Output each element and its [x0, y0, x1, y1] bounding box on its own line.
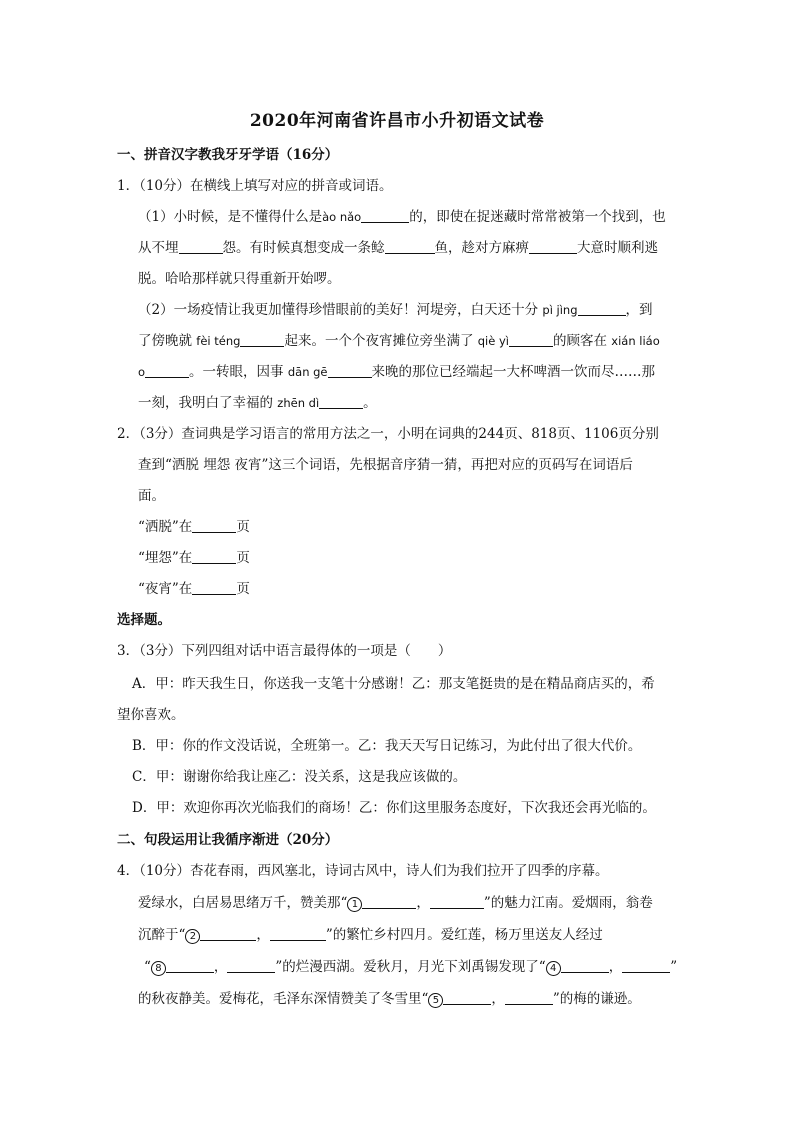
text: ”的烂漫西湖。爱秋月，月光下刘禹锡发现了“: [275, 959, 546, 975]
answer-blank[interactable]: [505, 990, 553, 1005]
q2-item-mai-yuan: [138, 548, 250, 568]
text: 起来。一个个夜宵摊位旁坐满了: [284, 333, 474, 349]
page-title: 2020年河南省许昌市小升初语文试卷: [249, 111, 545, 131]
q2-item-sa-tuo: [138, 517, 250, 537]
q1-stem: 1．（10分）在横线上填写对应的拼音或词语。: [117, 178, 393, 194]
answer-blank[interactable]: [385, 239, 435, 254]
text: 爱绿水，白居易思绪万千，赞美那“: [138, 895, 348, 911]
q4-line4: [138, 989, 641, 1009]
q3-stem: 3．（3分）下列四组对话中语言最得体的一项是（ ）: [117, 643, 452, 659]
text: 页: [236, 550, 250, 566]
answer-blank[interactable]: [179, 239, 223, 254]
pinyin-prompt: xián liáo: [611, 334, 660, 348]
text: 。: [363, 395, 377, 411]
q4-line2: [138, 925, 603, 945]
q2-item-ye-xiao: [138, 579, 250, 599]
q1-p2-line2: [138, 331, 660, 351]
text: 怨。有时候真想变成一条鲶: [222, 240, 385, 256]
text: ”的繁忙乡村四月。爱红莲，杨万里送友人经过: [325, 927, 603, 943]
blank-number-circle: 2: [185, 929, 200, 944]
text: ”: [670, 959, 678, 975]
text: 。一转眼，因事: [189, 364, 284, 380]
answer-blank[interactable]: [200, 926, 256, 941]
text: “埋怨”在: [138, 550, 193, 566]
answer-blank[interactable]: [578, 301, 626, 316]
answer-blank[interactable]: [430, 894, 484, 909]
text: “洒脱”在: [138, 519, 193, 535]
answer-blank[interactable]: [192, 580, 236, 595]
section-1-heading: 一、拼音汉字教我牙牙学语（16分）: [117, 147, 339, 163]
answer-blank[interactable]: [328, 363, 372, 378]
text: 的顾客在: [552, 333, 607, 349]
text: “夜宵”在: [138, 581, 193, 597]
text: 来晚的那位已经端起一大杯啤酒一饮而尽……那: [371, 364, 656, 380]
q1-p2-line4: [138, 393, 377, 413]
text: 鱼，趁对方麻痹: [434, 240, 529, 256]
section-2-heading: 二、句段运用让我循序渐进（20分）: [117, 832, 339, 848]
blank-number-circle: 1: [347, 897, 362, 912]
q3-option-a[interactable]: A．甲：昨天我生日，你送我一支笔十分感谢！乙：那支笔挺贵的是在精品商店买的，希: [132, 676, 655, 692]
q1-p2-line3: [138, 362, 655, 382]
answer-blank[interactable]: [561, 958, 609, 973]
q1-p2-line1: [138, 300, 653, 320]
answer-blank[interactable]: [270, 926, 326, 941]
pinyin-prompt: pì jìng: [542, 303, 578, 317]
pinyin-prompt: dān gē: [287, 365, 328, 379]
answer-blank[interactable]: [145, 363, 189, 378]
text: ，: [416, 895, 430, 911]
answer-blank[interactable]: [166, 958, 214, 973]
answer-blank[interactable]: [361, 208, 409, 223]
answer-blank[interactable]: [362, 894, 416, 909]
q4-line1: [138, 893, 653, 913]
text: 的，即使在捉迷藏时常常被第一个找到，也: [409, 209, 666, 225]
text: 从不埋: [138, 240, 179, 256]
answer-blank[interactable]: [192, 549, 236, 564]
pinyin-prompt: ào nǎo: [322, 210, 362, 224]
blank-number-circle: 4: [546, 961, 561, 976]
text: 的秋夜静美。爱梅花，毛泽东深情赞美了冬雪里“: [138, 991, 429, 1007]
q1-p1-line3: 脱。哈哈那样就只得重新开始啰。: [138, 271, 341, 287]
q4-stem: 4．（10分）杏花春雨，西风塞北，诗词古风中，诗人们为我们拉开了四季的序幕。: [117, 863, 609, 879]
text: 沉醉于“: [138, 927, 186, 943]
text: ，: [491, 991, 505, 1007]
blank-number-circle: 8: [151, 961, 166, 976]
q2-line2: 查到“洒脱 埋怨 夜宵”这三个词语，先根据音序猜一猜，再把对应的页码写在词语后: [138, 457, 633, 473]
text: ，: [608, 959, 623, 975]
text: （1）小时候，是不懂得什么是: [138, 209, 323, 225]
text: ”的魅力江南。爱烟雨，翁卷: [483, 895, 653, 911]
text: ，到: [625, 302, 653, 318]
pinyin-prompt: qiè yì: [477, 334, 509, 348]
q1-p1-line2: [138, 238, 658, 258]
q3-option-b[interactable]: B．甲：你的作文没话说，全班第一。乙：我天天写日记练习，为此付出了很大代价。: [132, 738, 642, 754]
answer-blank[interactable]: [622, 958, 670, 973]
text: 大意时顺利逃: [577, 240, 658, 256]
pinyin-prompt: o: [138, 365, 146, 379]
q1-p1-line1: [138, 207, 666, 227]
answer-blank[interactable]: [240, 332, 284, 347]
pinyin-prompt: zhēn dì: [277, 396, 320, 410]
text: 了傍晚就: [138, 333, 192, 349]
pinyin-prompt: fèi téng: [196, 334, 241, 348]
q4-line3: [144, 957, 677, 977]
answer-blank[interactable]: [192, 518, 236, 533]
text: “: [144, 959, 151, 975]
answer-blank[interactable]: [529, 239, 577, 254]
text: ，: [213, 959, 228, 975]
text: （2）一场疫情让我更加懂得珍惜眼前的美好！河堤旁，白天还十分: [138, 302, 539, 318]
q3-option-c[interactable]: C．甲：谢谢你给我让座乙：没关系，这是我应该做的。: [132, 769, 467, 785]
choice-heading: 选择题。: [117, 612, 171, 628]
text: ，: [256, 927, 270, 943]
answer-blank[interactable]: [227, 958, 275, 973]
q2-line1: 2．（3分）查词典是学习语言的常用方法之一，小明在词典的244页、818页、1106页分别: [117, 426, 659, 442]
q2-line3: 面。: [138, 488, 165, 504]
text: 一刻，我明白了幸福的: [138, 395, 273, 411]
q3-option-d[interactable]: D．甲：欢迎你再次光临我们的商场！乙：你们这里服务态度好，下次我还会再光临的。: [132, 800, 656, 816]
answer-blank[interactable]: [443, 990, 491, 1005]
answer-blank[interactable]: [319, 394, 363, 409]
answer-blank[interactable]: [509, 332, 553, 347]
text: 页: [236, 581, 250, 597]
text: ”的梅的谦逊。: [552, 991, 641, 1007]
q3-option-a-cont: 望你喜欢。: [117, 707, 185, 723]
text: 页: [236, 519, 250, 535]
blank-number-circle: 5: [428, 993, 443, 1008]
